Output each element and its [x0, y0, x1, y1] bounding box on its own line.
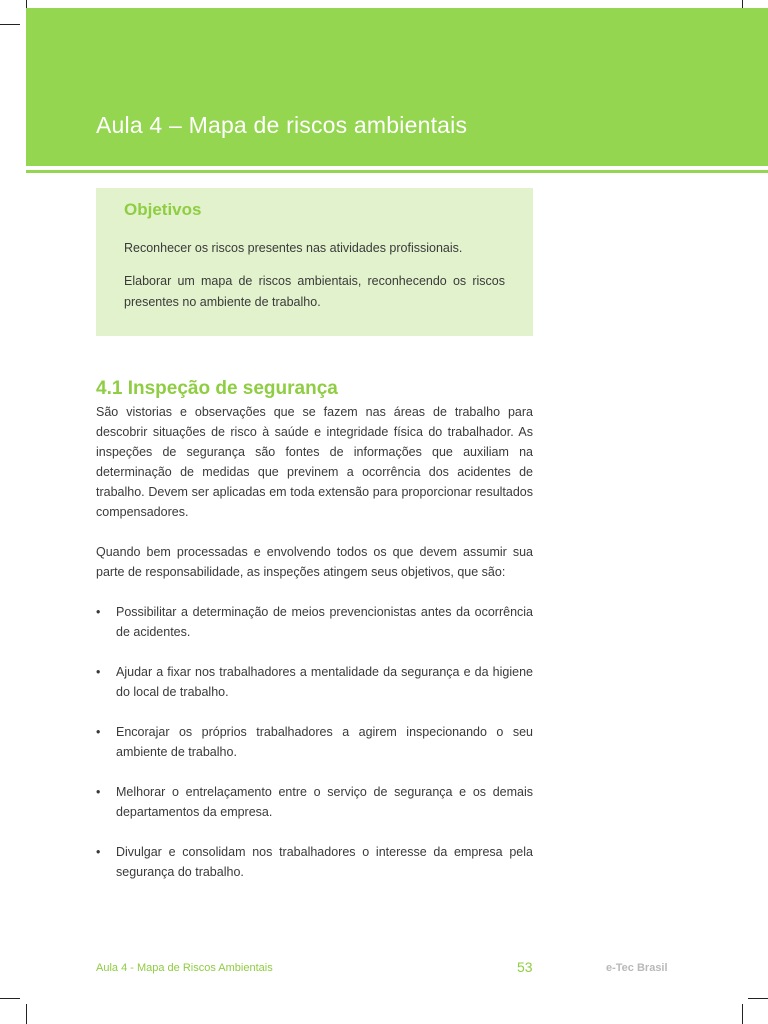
paragraph: São vistorias e observações que se fazem nas áreas de trabalho para descobrir situações de risco à saúde e integridade física do trabalhador. As inspeções de segurança são fontes de informações que auxiliam na determinação de medidas que previnem a ocorrência dos acidentes de trabalho. Devem ser aplicadas em toda extensão para proporcionar resultados compensadores. [96, 405, 533, 519]
bullet-icon: • [96, 605, 101, 619]
crop-mark [0, 24, 20, 25]
list-item [96, 842, 533, 882]
list-item-text: Divulgar e consolidam nos trabalhadores o interesse da empresa pela segurança do trabalho. [116, 845, 533, 879]
objectives-list [96, 602, 533, 882]
crop-mark [742, 1004, 743, 1024]
objective-item: Reconhecer os riscos presentes nas atividades profissionais. [124, 241, 463, 255]
crop-mark [26, 1004, 27, 1024]
header-band [26, 8, 768, 166]
list-item-text: Melhorar o entrelaçamento entre o serviço de segurança e os demais departamentos da empresa. [116, 785, 533, 819]
bullet-icon: • [96, 785, 101, 799]
page-title: Aula 4 – Mapa de riscos ambientais [96, 112, 468, 138]
objectives-title: Objetivos [124, 200, 202, 219]
list-item [96, 782, 533, 822]
list-item [96, 662, 533, 702]
bullet-icon: • [96, 665, 101, 679]
footer-brand: e-Tec Brasil [606, 962, 668, 974]
paragraph: Quando bem processadas e envolvendo todos os que devem assumir sua parte de responsabilidade, as inspeções atingem seus objetivos, que são: [96, 545, 533, 579]
section-inspecao [96, 376, 533, 902]
list-item-text: Encorajar os próprios trabalhadores a agirem inspecionando o seu ambiente de trabalho. [116, 725, 533, 759]
list-item-text: Possibilitar a determinação de meios prevencionistas antes da ocorrência de acidentes. [116, 605, 533, 639]
crop-mark [0, 998, 20, 999]
section-title: 4.1 Inspeção de segurança [96, 378, 338, 399]
objectives-box [96, 188, 533, 336]
list-item [96, 722, 533, 762]
list-item-text: Ajudar a fixar nos trabalhadores a mentalidade da segurança e da higiene do local de trabalho. [116, 665, 533, 699]
header-divider [26, 170, 768, 173]
objective-item: Elaborar um mapa de riscos ambientais, reconhecendo os riscos presentes no ambiente de trabalho. [124, 274, 505, 309]
crop-mark [748, 998, 768, 999]
list-item [96, 602, 533, 642]
page-number: 53 [517, 959, 533, 975]
bullet-icon: • [96, 725, 101, 739]
footer-chapter: Aula 4 - Mapa de Riscos Ambientais [96, 962, 273, 974]
bullet-icon: • [96, 845, 101, 859]
